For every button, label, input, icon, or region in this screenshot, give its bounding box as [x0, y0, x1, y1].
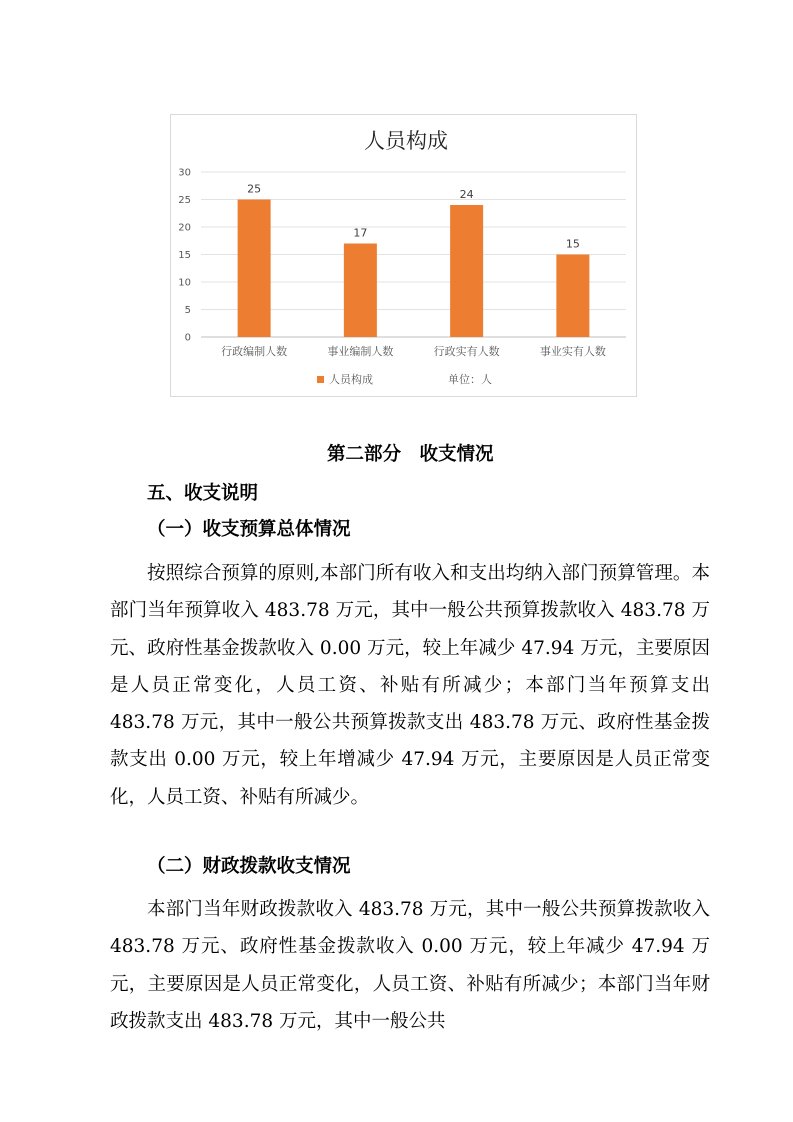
- legend-swatch: [317, 376, 324, 383]
- paragraph: 按照综合预算的原则,本部门所有收入和支出均纳入部门预算管理。本部门当年预算收入 483.78 万元，其中一般公共预算拨款收入 483.78 万元、政府性基金拨款收入 0.00 万元，较上年减少 47.94 万元，主要原因是人员正常变化，人员工资、补贴有所减少；本部门当年预算支出 483.78 万元，其中一般公共预算拨款支出 483.78 万元、政府性基金拨款支出 0.00 万元，较上年增减少 47.94 万元，主要原因是人员正常变化，人员工资、补贴有所减少。: [110, 563, 710, 808]
- subsection-title: （二）财政拨款收支情况: [147, 856, 351, 877]
- data-label: 24: [459, 188, 474, 201]
- section-title: 五、收支说明: [147, 483, 259, 504]
- y-tick-label: 30: [178, 167, 191, 179]
- bar: [344, 244, 377, 338]
- legend-entry: 人员构成: [329, 373, 373, 386]
- data-label: 15: [565, 237, 580, 251]
- x-tick-label: 事业编制人数: [327, 345, 394, 358]
- y-tick-label: 15: [178, 250, 191, 261]
- x-tick-label: 行政实有人数: [433, 345, 500, 358]
- subsection-title: （一）收支预算总体情况: [147, 519, 351, 540]
- bar: [556, 255, 589, 338]
- bar: [238, 200, 271, 338]
- part-title: 第二部分 收支情况: [327, 444, 494, 465]
- data-label: 17: [353, 226, 368, 240]
- data-label: 25: [247, 182, 262, 196]
- chart-container: [170, 114, 637, 397]
- y-tick-label: 5: [184, 305, 191, 316]
- unit-note: 单位：人: [448, 373, 492, 386]
- y-tick-label: 10: [178, 277, 191, 289]
- y-tick-label: 20: [178, 222, 191, 234]
- chart-title: 人员构成: [364, 129, 448, 153]
- bar-chart: [171, 115, 636, 396]
- bar: [450, 205, 483, 337]
- paragraph: 本部门当年财政拨款收入 483.78 万元，其中一般公共预算拨款收入 483.78 万元、政府性基金拨款收入 0.00 万元，较上年减少 47.94 万元，主要原因是人员正常变化，人员工资、补贴有所减少；本部门当年财政拨款支出 483.78 万元，其中一般公共: [110, 899, 710, 1032]
- x-tick-label: 行政编制人数: [221, 345, 288, 358]
- y-tick-label: 0: [184, 332, 191, 344]
- y-tick-label: 25: [178, 195, 191, 206]
- x-tick-label: 事业实有人数: [539, 345, 606, 358]
